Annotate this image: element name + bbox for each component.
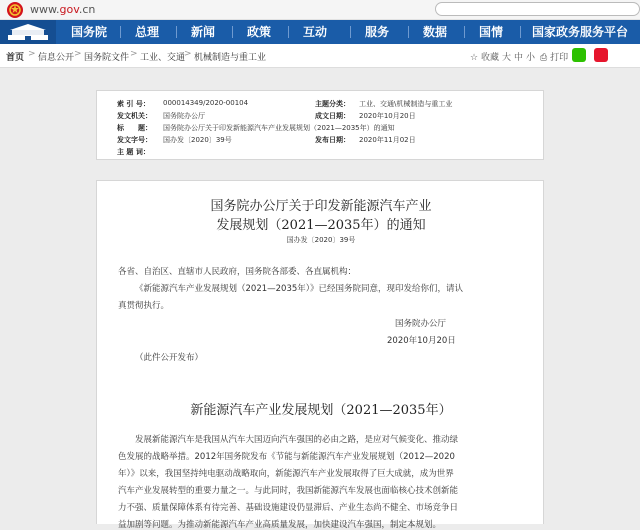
weibo-share-icon[interactable]	[594, 48, 608, 62]
nav-divider	[176, 26, 177, 38]
title-label: 标 题：	[117, 124, 152, 132]
nav-policy[interactable]: 政策	[246, 25, 271, 39]
article-doc-number: 国办发〔2020〕39号	[286, 236, 356, 244]
breadcrumb-machinery[interactable]: 机械制造与重工业	[194, 53, 267, 63]
nav-divider	[120, 26, 121, 38]
breadcrumb-home[interactable]: 首页	[6, 53, 25, 63]
nav-services[interactable]: 服务	[364, 25, 389, 39]
publish-date-label: 发布日期：	[315, 136, 350, 144]
wechat-share-icon[interactable]	[572, 48, 586, 62]
index-value: 000014349/2020-00104	[163, 99, 249, 107]
top-bar	[0, 0, 640, 20]
body-line: 年）》以来，我国坚持纯电驱动战略取向，新能源汽车产业发展取得了巨大成就，成为世界	[118, 469, 454, 479]
sign-date: 2020年10月20日	[387, 336, 456, 346]
font-size-medium[interactable]: 中	[514, 53, 524, 63]
publish-note: （此件公开发布）	[135, 353, 204, 363]
subject-label: 主 题 词：	[117, 148, 150, 156]
notice-paragraph-line-1: 《新能源汽车产业发展规划（2021—2035年）》已经国务院同意，现印发给你们，请认	[135, 284, 464, 294]
breadcrumb-separator: >	[28, 49, 36, 59]
body-line: 汽车产业发展转型的重要力量之一。与此同时，我国新能源汽车发展也面临核心技术创新能	[118, 486, 459, 496]
font-size-large[interactable]: 大	[502, 53, 512, 63]
print-button[interactable]: ⎙ 打印	[540, 53, 569, 63]
national-emblem-icon[interactable]	[4, 1, 26, 19]
issuer-label: 发文机关：	[117, 112, 152, 120]
title-value: 国务院办公厅关于印发新能源汽车产业发展规划（2021—2035年）的通知	[163, 124, 395, 132]
nav-data[interactable]: 数据	[422, 25, 447, 39]
nav-interaction[interactable]: 互动	[302, 25, 327, 39]
nav-news[interactable]: 新闻	[190, 25, 215, 39]
breadcrumb-separator: >	[74, 49, 82, 59]
article-body	[96, 180, 544, 530]
plan-title: 新能源汽车产业发展规划（2021—2035年）	[190, 403, 452, 418]
nav-gov-service-platform[interactable]: 国家政务服务平台	[531, 25, 628, 39]
index-label: 索 引 号：	[117, 100, 150, 108]
font-size-small[interactable]: 小	[526, 53, 536, 63]
printer-icon: ⎙	[540, 53, 548, 63]
breadcrumb	[0, 44, 640, 68]
doc-number-label: 发文字号：	[117, 136, 152, 144]
star-icon: ☆	[470, 53, 479, 63]
breadcrumb-info-disclosure[interactable]: 信息公开	[38, 53, 75, 63]
home-nav-button[interactable]	[0, 20, 56, 44]
breadcrumb-state-council-docs[interactable]: 国务院文件	[84, 53, 130, 63]
body-line: 发展新能源汽车是我国从汽车大国迈向汽车强国的必由之路，是应对气候变化、推动绿	[135, 435, 459, 445]
nav-divider	[350, 26, 351, 38]
article-title-line-1: 国务院办公厅关于印发新能源汽车产业	[210, 199, 432, 214]
body-line: 益加剧等问题。为推动新能源汽车产业高质量发展，加快建设汽车强国，制定本规划。	[118, 520, 442, 530]
nav-premier[interactable]: 总理	[134, 25, 159, 39]
issuer-value: 国务院办公厅	[163, 112, 205, 120]
topic-label: 主题分类：	[315, 100, 350, 108]
document-metadata	[96, 90, 544, 160]
notice-paragraph-line-2: 真贯彻执行。	[118, 301, 170, 311]
topic-value: 工业、交通\机械制造与重工业	[359, 100, 453, 108]
publish-date-value: 2020年11月02日	[359, 136, 416, 144]
breadcrumb-industry-transport[interactable]: 工业、交通	[140, 53, 186, 63]
breadcrumb-separator: >	[184, 49, 192, 59]
site-domain[interactable]: www.gov.cn	[30, 3, 96, 16]
tiananmen-icon	[6, 23, 50, 41]
nav-divider	[288, 26, 289, 38]
nav-divider	[408, 26, 409, 38]
nav-state-council[interactable]: 国务院	[70, 25, 107, 39]
nav-divider	[464, 26, 465, 38]
written-date-label: 成文日期：	[315, 112, 350, 120]
signer: 国务院办公厅	[395, 319, 447, 329]
recipients: 各省、自治区、直辖市人民政府，国务院各部委、各直属机构：	[118, 267, 357, 277]
written-date-value: 2020年10月20日	[359, 112, 416, 120]
nav-divider	[232, 26, 233, 38]
search-input[interactable]	[435, 2, 640, 16]
body-line: 色发展的战略举措。2012年国务院发布《节能与新能源汽车产业发展规划（2012—2020	[118, 452, 455, 462]
main-nav	[0, 20, 640, 44]
favorite-button[interactable]: ☆ 收藏	[470, 53, 499, 63]
breadcrumb-separator: >	[130, 49, 138, 59]
article-title-line-2: 发展规划（2021—2035年）的通知	[216, 218, 426, 233]
nav-national-conditions[interactable]: 国情	[478, 25, 503, 39]
doc-number-value: 国办发〔2020〕39号	[163, 136, 232, 144]
nav-divider	[520, 26, 521, 38]
body-line: 力不强、质量保障体系有待完善、基础设施建设仍显滞后、产业生态尚不健全、市场竞争日	[118, 503, 459, 513]
